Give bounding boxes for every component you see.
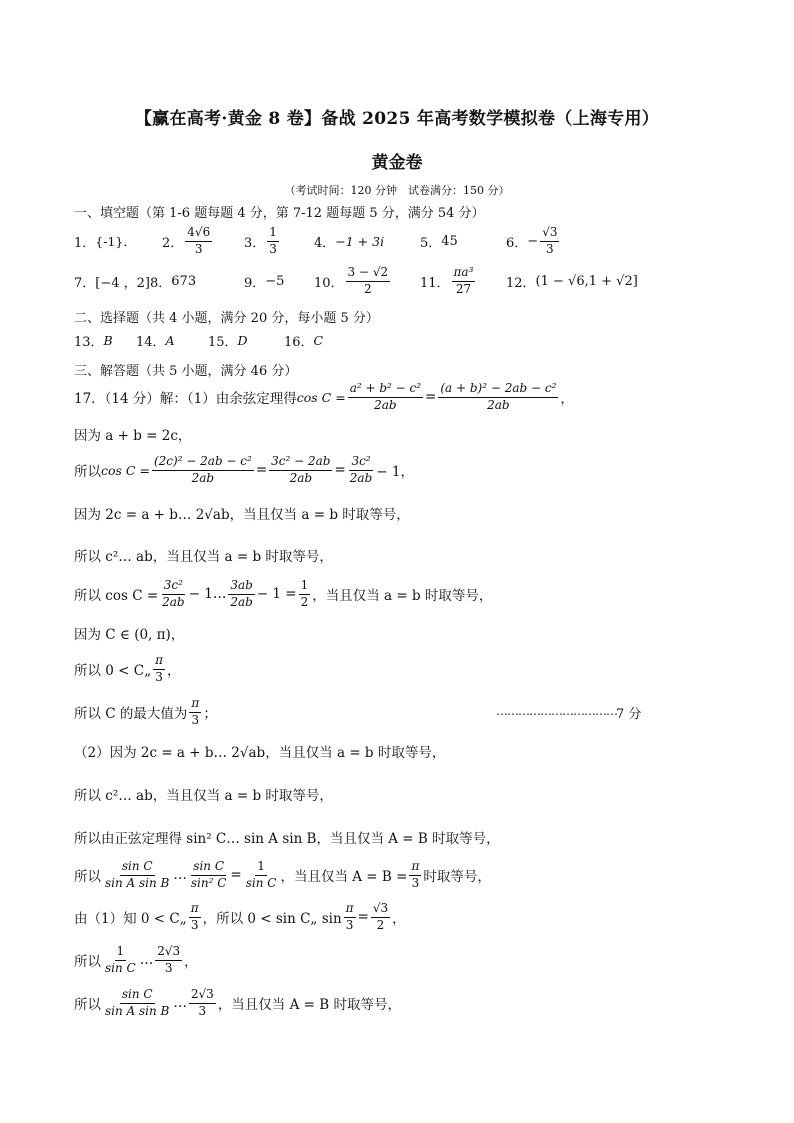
answer-16 [284,325,323,355]
answer-fraction: $\frac{4√6}{3}$ [187,224,211,256]
answer-12 [506,266,638,296]
fill-answers-row-1 [74,226,734,256]
answer-value: A [165,332,175,348]
answer-value: (1 − √6,1 + √2] [535,273,638,289]
page-subtitle: 黄金卷 [371,153,423,173]
answer-fraction: $\frac{3 - √2}{2}$ [347,264,389,296]
solution-line-6: 所以 cos C = $\frac{\text{3c²}}{2ab}$ − 1… $\frac{3ab}{2ab}$ − 1 = $\frac{1}{2}$ ，当且仅当 a = b 时取等号， [74,577,493,609]
answer-number: 7． [74,275,96,291]
answer-fraction: $\frac{1}{3}$ [269,224,277,256]
solution-line-5: 所以 c²… ab ，当且仅当 a = b 时取等号， [74,549,333,565]
answer-2 [162,226,214,256]
answer-number: 4． [314,235,336,251]
page-title: 【赢在高考·黄金 8 卷】备战 2025 年高考数学模拟卷（上海专用） [134,109,660,129]
answer-number: 12． [506,275,536,291]
choice-answers-row [74,325,734,355]
section-solve-heading: 三、解答题（共 5 小题，满分 46 分） [74,364,298,379]
solution-line-10: （2）因为 2c = a + b… 2√ab ，当且仅当 a = b 时取等号， [74,745,446,761]
section-fill-heading: 一、填空题（第 1-6 题每题 4 分，第 7-12 题每题 5 分，满分 54 分） [74,206,485,221]
answer-1 [74,226,136,256]
answer-10 [314,266,392,296]
answer-number: 11． [420,275,450,291]
answer-4 [314,226,384,256]
answer-number: 13． [74,334,104,350]
answer-fraction: $\frac{\text{πa³}}{27}$ [453,264,474,296]
solution-line-13: 所以 $\frac{\text{sin C}}{\text{sin A sin B}}$ … $\frac{\text{sin C}}{\text{sin² C}}$ = $\frac{1}{\text{sin C}}$ ，当且仅当 A = B = $\frac{\pi}{3}$ 时取等号， [74,858,491,890]
answer-number: 2． [162,235,184,251]
answer-11 [420,266,477,296]
answer-15 [208,325,248,355]
solution-line-4: 因为 2c = a + b… 2√ab ，当且仅当 a = b 时取等号， [74,507,410,523]
solution-line-12: 所以由正弦定理得 sin² C… sin A sin B，当且仅当 A = B 时取等号， [74,831,500,847]
answer-9 [244,266,284,296]
answer-number: 10． [314,275,344,291]
answer-number: 9． [244,275,266,291]
answer-number: 5． [420,235,442,251]
solution-line-16: 所以 $\frac{\text{sin C}}{\text{sin A sin B}}$ … $\frac{2√3}{3}$ ，当且仅当 A = B 时取等号， [74,986,401,1018]
solution-line-9: 所以 C 的最大值为 $\frac{\pi}{3}$ ； [74,695,217,727]
solution-line-2: 因为 a + b = 2c， [74,428,192,444]
solution-line-3: 所以 cos C = $\frac{\text{(2c)² − 2ab − c²}}{2ab}$ = $\frac{\text{3c² − 2ab}}{2ab}$ = $\frac{\text{3c²}}{2ab}$ − 1， [74,453,414,485]
exam-meta: （考试时间：120 分钟 试卷满分：150 分） [284,184,510,197]
answer-number: 6． [506,235,528,251]
answer-8 [150,266,196,296]
answer-7 [74,266,150,296]
answer-3 [244,226,281,256]
answer-number: 15． [208,334,238,350]
solution-line-14: 由（1）知 0 < C„ $\frac{\pi}{3}$ ，所以 0 < sin C„ sin $\frac{\pi}{3}$ = $\frac{√3}{2}$ ， [74,900,406,932]
solution-line-7: 因为 C ∈ (0, π)， [74,627,185,643]
answer-value: 45 [441,233,458,249]
solution-line-1: 17．（14 分）解：（1）由余弦定理得 cos C = $\frac{\text{a² + b² − c²}}{2ab}$ = $\frac{\text{(a + b)² − 2ab − c²}}{2ab}$ ， [74,380,574,412]
solution-line-11: 所以 c²… ab ，当且仅当 a = b 时取等号， [74,788,333,804]
answer-number: 1． [74,235,96,251]
answer-sign: − [527,233,539,249]
answer-14 [136,325,175,355]
answer-value: [−4 ，2] [95,275,150,291]
fill-answers-row-2 [74,266,734,296]
answer-number: 8． [150,275,172,291]
solution-line-15: 所以 $\frac{1}{\text{sin C}}$ … $\frac{2√3}{3}$ ， [74,943,198,975]
answer-number: 3． [244,235,266,251]
score-leader-dots: …………………………… [496,704,617,718]
answer-value: B [103,332,113,348]
answer-value: {-1}． [95,234,136,249]
score-label: 7 分 [616,707,642,722]
answer-value: −1 + 3i [335,233,385,249]
answer-number: 16． [284,334,314,350]
answer-5 [420,226,458,256]
solution-line-8: 所以 0 < C„ $\frac{\pi}{3}$ ， [74,652,181,684]
answer-value: 673 [171,273,197,289]
answer-number: 14． [136,334,166,350]
answer-value: C [313,332,324,348]
answer-13 [74,325,113,355]
answer-6 [506,226,561,256]
answer-fraction: $\frac{√3}{3}$ [542,224,558,256]
answer-value: D [237,332,248,348]
section-choice-heading: 二、选择题（共 4 小题，满分 20 分，每小题 5 分） [74,311,379,326]
answer-value: −5 [265,273,285,289]
